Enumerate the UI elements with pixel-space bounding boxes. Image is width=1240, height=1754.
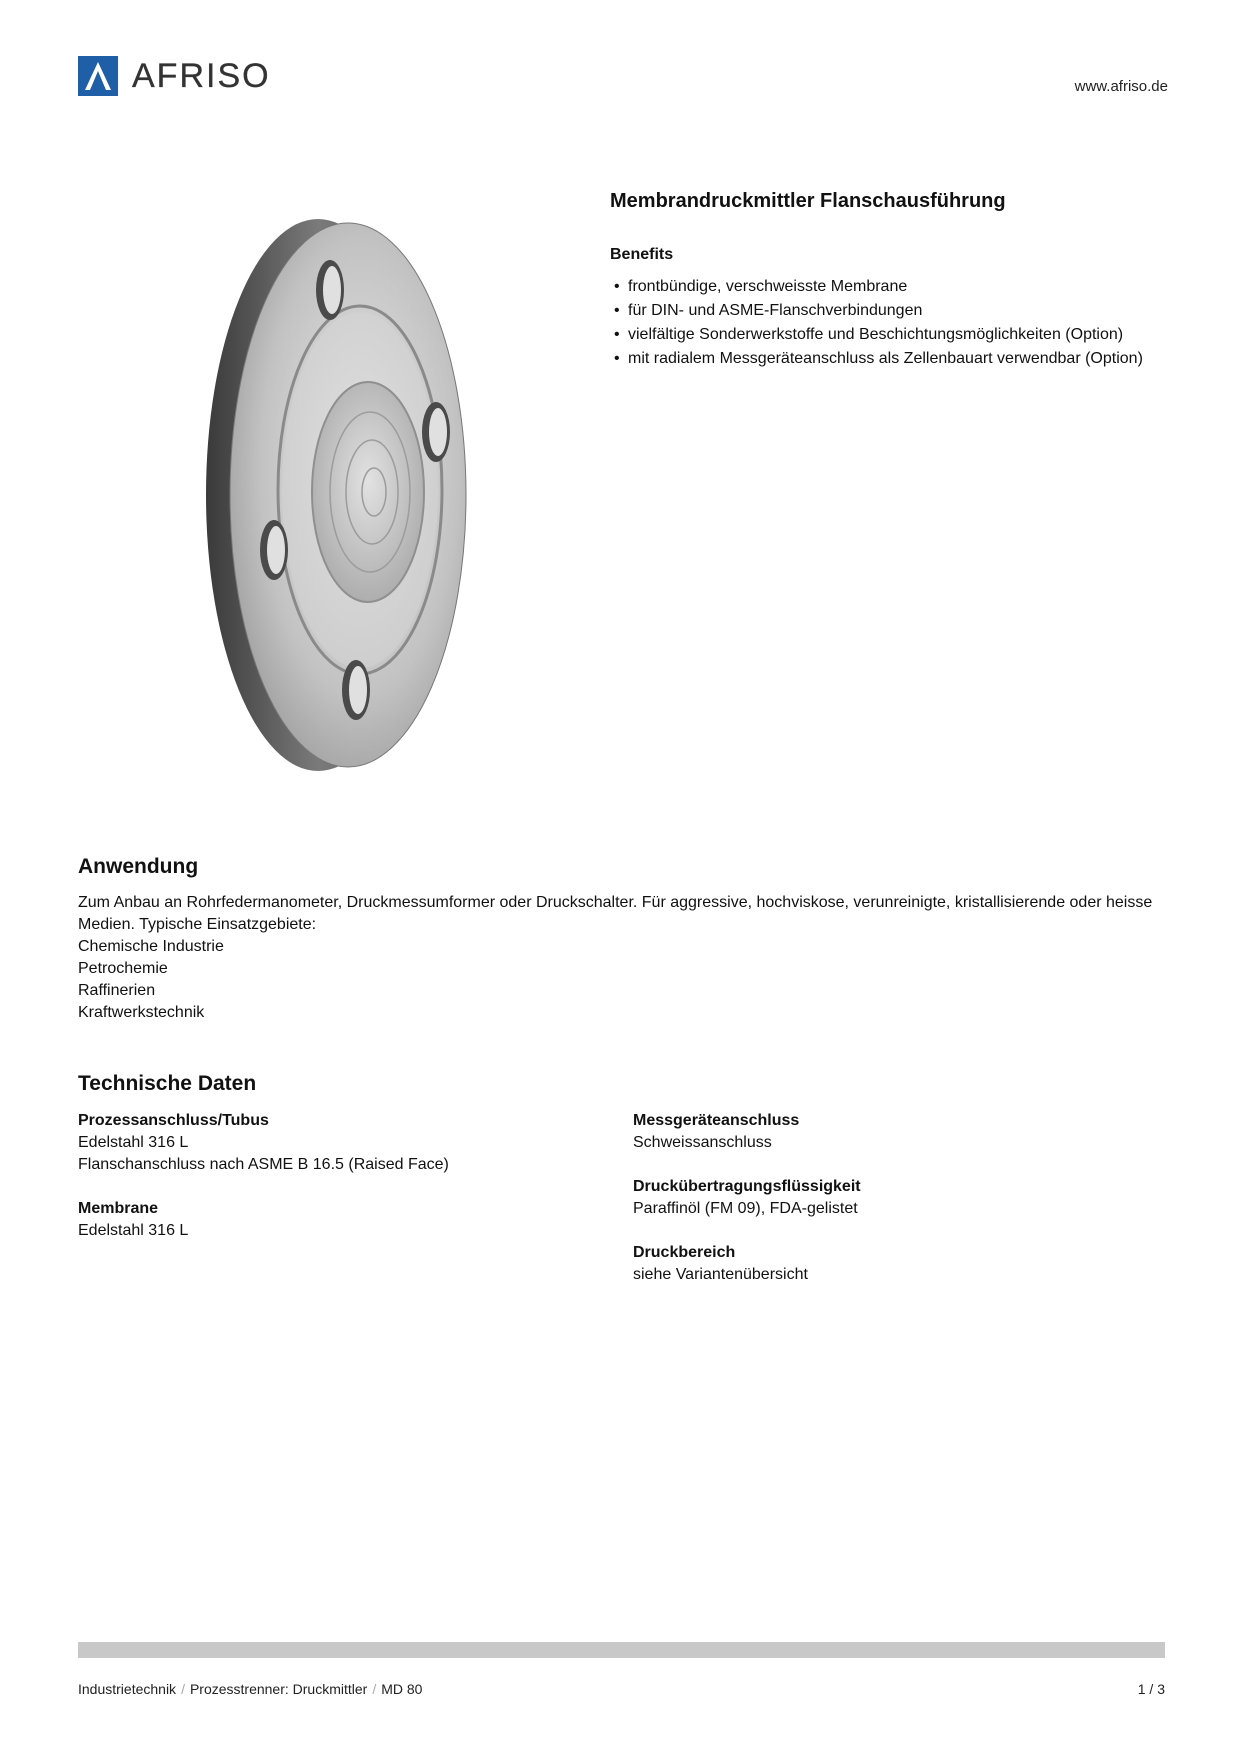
- benefits-heading: Benefits: [610, 246, 674, 263]
- application-area: Raffinerien: [78, 982, 156, 999]
- application-area: Kraftwerkstechnik: [78, 1004, 205, 1021]
- tech-data-group: [633, 1176, 1153, 1220]
- tech-data-group: [633, 1110, 1153, 1154]
- tech-data-label: Membrane: [78, 1200, 159, 1217]
- breadcrumb-item[interactable]: Prozesstrenner: Druckmittler: [189, 1681, 368, 1697]
- tech-data-value: siehe Variantenübersicht: [633, 1266, 808, 1283]
- benefit-item: • mit radialem Messgeräteanschluss als Zellenbauart verwendbar (Option): [614, 348, 1154, 370]
- technische-daten-heading: Technische Daten: [78, 1072, 257, 1095]
- tech-data-label: Druckübertragungsflüssigkeit: [633, 1178, 861, 1195]
- tech-data-label: Messgeräteanschluss: [633, 1112, 800, 1129]
- tech-data-group: [78, 1198, 598, 1242]
- brand-logo: [78, 56, 271, 96]
- brand-name: AFRISO: [132, 56, 271, 95]
- flange-product-image: [190, 210, 480, 780]
- tech-data-right-column: [633, 1110, 1153, 1308]
- breadcrumb: [78, 1681, 422, 1697]
- anwendung-heading: Anwendung: [78, 855, 199, 878]
- anwendung-text: Zum Anbau an Rohrfedermanometer, Druckmessumformer oder Druckschalter. Für aggressive, hochviskose, verunreinigte, kristallisierende oder heisse Medien. Typische Einsatzgebiete:: [78, 894, 1153, 933]
- breadcrumb-separator: /: [372, 1681, 377, 1697]
- tech-data-value: Schweissanschluss: [633, 1134, 772, 1151]
- breadcrumb-item[interactable]: MD 80: [381, 1681, 423, 1697]
- afriso-logo-icon: [78, 56, 118, 96]
- tech-data-value: Edelstahl 316 L: [78, 1222, 189, 1239]
- tech-data-value: Paraffinöl (FM 09), FDA-gelistet: [633, 1200, 858, 1217]
- product-title: Membrandruckmittler Flanschausführung: [610, 190, 1006, 212]
- breadcrumb-item[interactable]: Industrietechnik: [78, 1681, 177, 1697]
- application-area: Chemische Industrie: [78, 938, 224, 955]
- website-link[interactable]: www.afriso.de: [1074, 78, 1168, 95]
- benefits-list: [614, 276, 1154, 372]
- tech-data-group: [633, 1242, 1153, 1286]
- footer-divider-bar: [78, 1642, 1165, 1658]
- application-area: Petrochemie: [78, 960, 168, 977]
- application-areas-list: [78, 936, 224, 1024]
- tech-data-group: [78, 1110, 598, 1176]
- tech-data-label: Druckbereich: [633, 1244, 736, 1261]
- breadcrumb-separator: /: [181, 1681, 185, 1697]
- benefit-item: • frontbündige, verschweisste Membrane: [614, 276, 1154, 298]
- page-number: 1 / 3: [1137, 1681, 1165, 1697]
- tech-data-left-column: [78, 1110, 598, 1264]
- tech-data-value: Flanschanschluss nach ASME B 16.5 (Raised Face): [78, 1156, 449, 1173]
- tech-data-label: Prozessanschluss/Tubus: [78, 1112, 269, 1129]
- benefit-item: • für DIN- und ASME-Flanschverbindungen: [614, 300, 1154, 322]
- benefit-item: • vielfältige Sonderwerkstoffe und Beschichtungsmöglichkeiten (Option): [614, 324, 1154, 346]
- tech-data-value: Edelstahl 316 L: [78, 1134, 189, 1151]
